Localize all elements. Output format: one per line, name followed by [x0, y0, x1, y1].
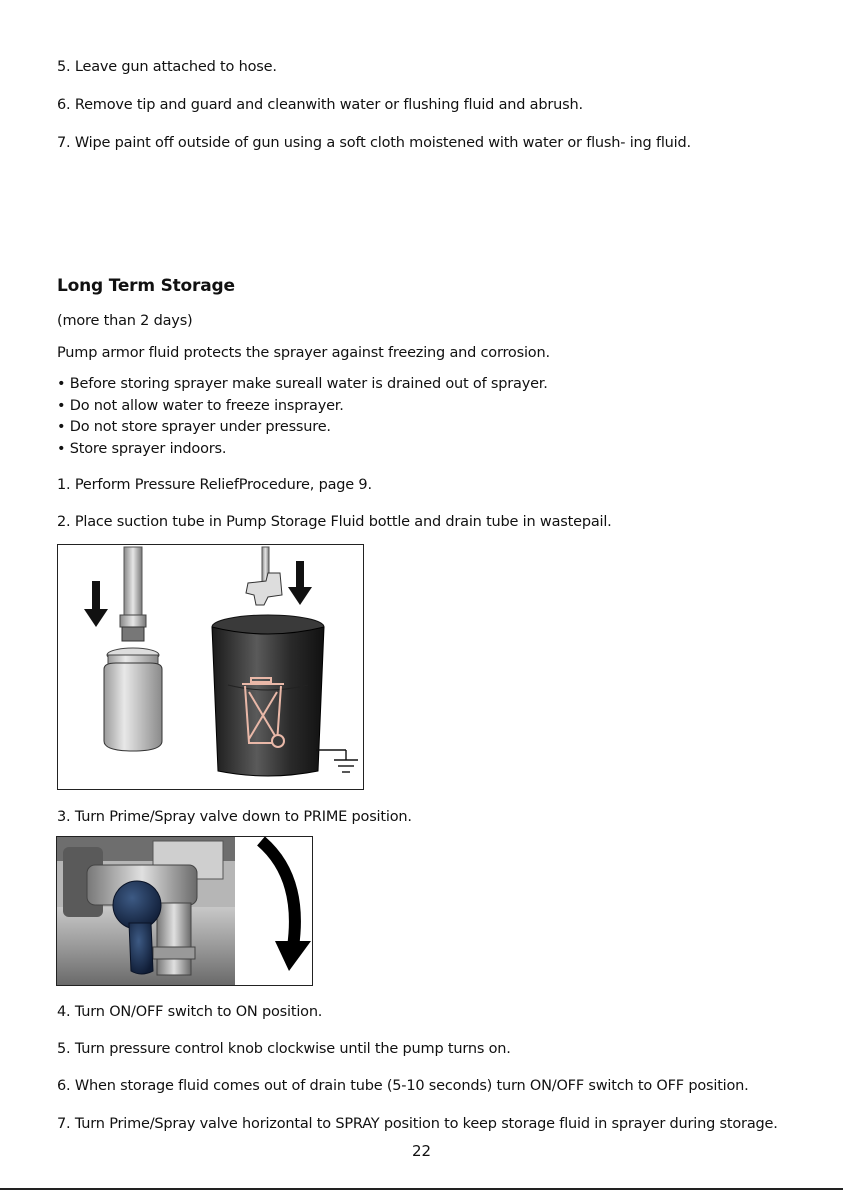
bullet-item: • Do not allow water to freeze insprayer. — [57, 396, 548, 418]
section-heading: Long Term Storage — [57, 276, 235, 296]
section-intro: Pump armor fluid protects the sprayer against freezing and corrosion. — [57, 345, 550, 361]
bullet-item: • Do not store sprayer under pressure. — [57, 417, 548, 439]
top-step-7: 7. Wipe paint off outside of gun using a soft cloth moistened with water or flush- ing fluid. — [57, 135, 691, 151]
top-step-5: 5. Leave gun attached to hose. — [57, 59, 277, 75]
storage-step-2: 2. Place suction tube in Pump Storage Fluid bottle and drain tube in wastepail. — [57, 514, 612, 530]
section-subtitle: (more than 2 days) — [57, 313, 193, 329]
figure-suction-and-drain-tube — [57, 544, 364, 790]
ground-symbol-icon — [316, 750, 358, 772]
storage-bullet-list — [57, 374, 548, 460]
storage-step-6: 6. When storage fluid comes out of drain tube (5-10 seconds) turn ON/OFF switch to OFF position. — [57, 1078, 749, 1094]
bullet-item: • Before storing sprayer make sureall water is drained out of sprayer. — [57, 374, 548, 396]
storage-step-3: 3. Turn Prime/Spray valve down to PRIME position. — [57, 809, 412, 825]
suction-drain-illustration — [58, 545, 363, 789]
prime-valve-illustration — [57, 837, 312, 985]
storage-step-1: 1. Perform Pressure ReliefProcedure, page 9. — [57, 477, 372, 493]
storage-step-7: 7. Turn Prime/Spray valve horizontal to SPRAY position to keep storage fluid in sprayer during storage. — [57, 1116, 778, 1132]
top-step-6: 6. Remove tip and guard and cleanwith water or flushing fluid and abrush. — [57, 97, 583, 113]
storage-step-5: 5. Turn pressure control knob clockwise until the pump turns on. — [57, 1041, 511, 1057]
page-number: 22 — [411, 1142, 432, 1160]
down-arrow-icon — [84, 581, 108, 627]
storage-step-4: 4. Turn ON/OFF switch to ON position. — [57, 1004, 323, 1020]
down-arrow-icon — [288, 561, 312, 605]
footer-rule — [0, 1188, 843, 1190]
figure-prime-spray-valve — [56, 836, 313, 986]
bullet-item: • Store sprayer indoors. — [57, 439, 548, 461]
